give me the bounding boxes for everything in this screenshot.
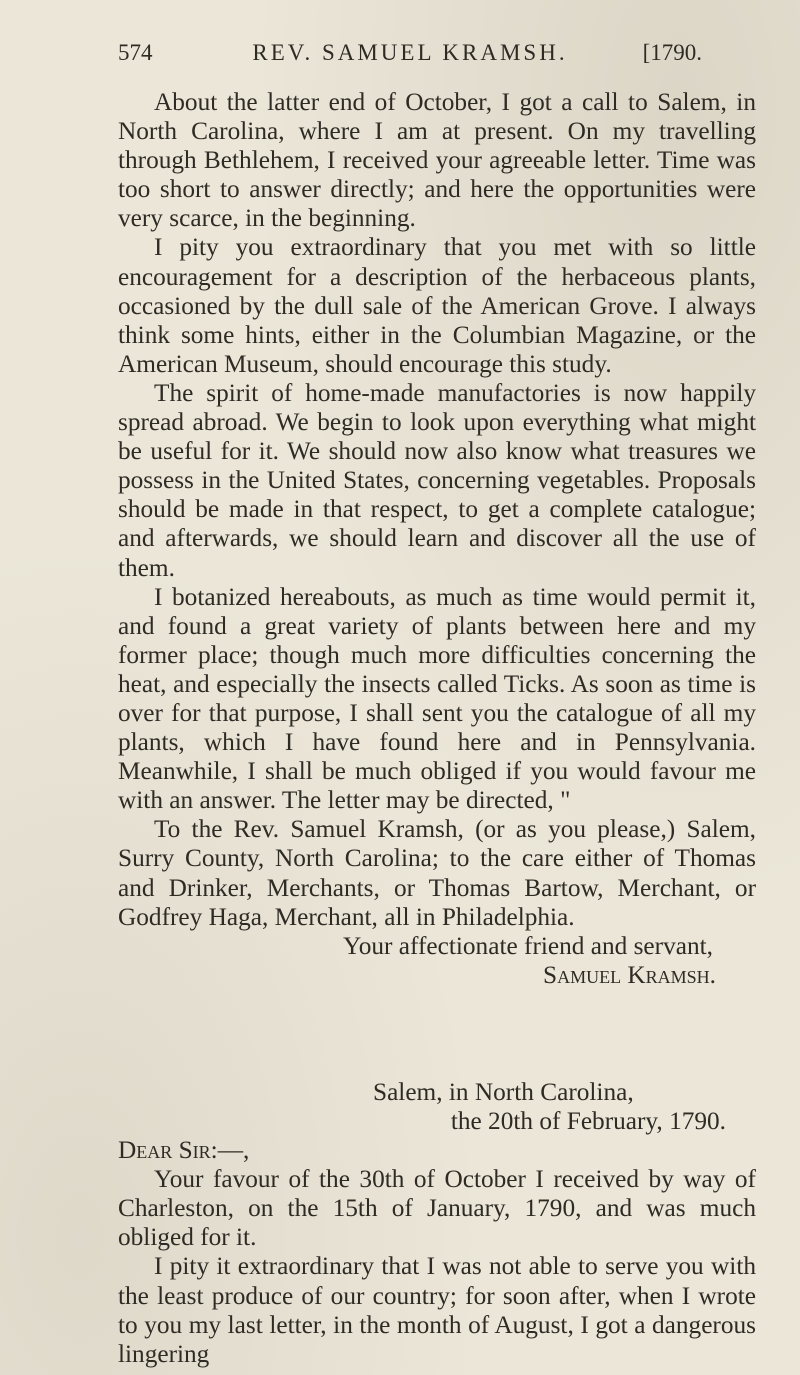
letter1-paragraph-3: The spirit of home-made manufactories is now happily spread abroad. We begin to look upon everything what might be useful for it. We should now also know what treasures we possess in the United States, concerning vegetables. Proposals should be made in that respect, to get a complete catalogue; and afterwards, we should learn and discover all the use of them. xyxy=(118,378,756,582)
letter1-closing: Your affectionate friend and servant, xyxy=(343,931,713,960)
letter1-address: To the Rev. Samuel Kramsh, (or as you please,) Salem, Surry County, North Carolina; to the care either of Thomas and Drinker, Merchants, or Thomas Bartow, Merchant, or Godfrey Haga, Merchant, all in Philadelphia. xyxy=(118,815,756,931)
letter2-paragraph-1: Your favour of the 30th of October I received by way of Charleston, on the 15th of January, 1790, and was much obliged for it. xyxy=(118,1165,756,1252)
letter2-salutation: Dear Sir:—, xyxy=(118,1136,250,1165)
letter2-paragraph-2: I pity it extraordinary that I was not able to serve you with the least produce of our country; for soon after, when I wrote to you my last letter, in the month of August, I got a dangerous lingering xyxy=(118,1252,756,1368)
letter1-paragraph-1: About the latter end of October, I got a call to Salem, in North Carolina, where I am at present. On my travelling through Bethlehem, I received your agreeable letter. Time was too short to answer directly; and here the opportunities were very scarce, in the beginning. xyxy=(118,88,756,233)
letter1-paragraph-2: I pity you extraordinary that you met with so little encouragement for a description of the herbaceous plants, occasioned by the dull sale of the American Grove. I always think some hints, either in the Columbian Magazine, or the American Museum, should encourage this study. xyxy=(118,233,756,378)
letter2-place: Salem, in North Carolina, xyxy=(373,1077,634,1106)
page-body xyxy=(118,88,756,1369)
letter1-paragraph-4: I botanized hereabouts, as much as time would permit it, and found a great variety of plants between here and my former place; though much more difficulties concerning the heat, and especially the insects called Ticks. As soon as time is over for that purpose, I shall sent you the catalogue of all my plants, which I have found here and in Pennsylvania. Meanwhile, I shall be much obliged if you would favour me with an answer. The letter may be directed, " xyxy=(118,582,756,815)
page-number: 574 xyxy=(118,40,153,65)
letter1-signature: Samuel Kramsh. xyxy=(543,960,716,989)
running-title: REV. SAMUEL KRAMSH. xyxy=(252,40,568,65)
letter-separator xyxy=(118,990,756,1078)
letter2-date: the 20th of February, 1790. xyxy=(450,1107,726,1135)
page-header xyxy=(118,40,702,80)
page-year: [1790. xyxy=(642,40,702,65)
